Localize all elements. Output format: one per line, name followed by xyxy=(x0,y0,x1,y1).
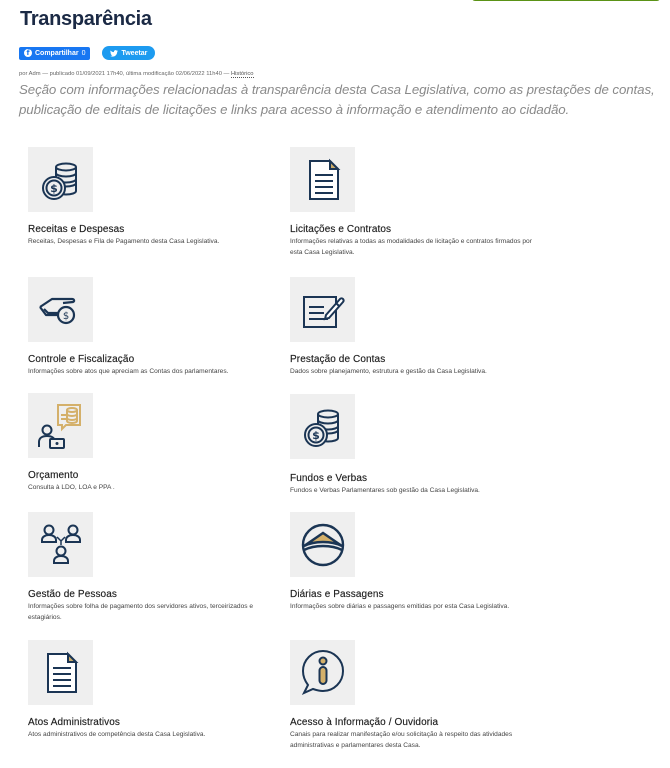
card-fundos-verbas xyxy=(290,394,550,497)
page-description: Seção com informações relacionadas à transparência desta Casa Legislativa, como as prestações de contas, publicação de editais de licitações e links para acesso à informação e atendimento ao cidadão. xyxy=(19,82,655,117)
card-description: Informações relativas a todas as modalidades de licitação e contratos firmados por esta Casa Legislativa. xyxy=(290,238,532,256)
card-diarias-passagens xyxy=(290,512,550,613)
card-description: Informações sobre folha de pagamento dos servidores ativos, terceirizados e estagiários. xyxy=(28,603,254,621)
byline-text: por Adm — publicado 01/09/2021 17h40, última modificação 02/06/2022 11h40 — xyxy=(19,71,231,77)
card-description: Dados sobre planejamento, estrutura e gestão da Casa Legislativa. xyxy=(290,368,487,375)
card-title[interactable]: Acesso à Informação / Ouvidoria xyxy=(290,717,439,728)
card-icon-link[interactable] xyxy=(290,640,355,705)
card-icon-link[interactable] xyxy=(290,512,355,577)
svg-text:$: $ xyxy=(49,181,58,195)
card-title[interactable]: Licitações e Contratos xyxy=(290,224,392,235)
card-title[interactable]: Fundos e Verbas xyxy=(290,473,368,484)
document-icon xyxy=(36,648,86,698)
top-green-bar[interactable] xyxy=(472,0,660,1)
card-title[interactable]: Atos Administrativos xyxy=(28,717,121,728)
card-description: Informações sobre atos que apreciam as Contas dos parlamentares. xyxy=(28,368,229,375)
facebook-share-count: 0 xyxy=(81,49,86,57)
svg-text:$: $ xyxy=(311,428,320,442)
card-licitacoes-contratos xyxy=(290,147,550,258)
coins-stack-icon xyxy=(298,402,348,452)
byline xyxy=(19,71,254,77)
card-icon-link[interactable] xyxy=(28,147,93,212)
card-description: Fundos e Verbas Parlamentares sob gestão da Casa Legislativa. xyxy=(290,487,480,494)
facebook-share-label: Compartilhar xyxy=(35,49,79,57)
twitter-tweet-button[interactable] xyxy=(102,46,155,60)
facebook-icon: f xyxy=(24,49,32,57)
card-icon-link[interactable] xyxy=(28,393,93,458)
card-icon-link[interactable] xyxy=(290,394,355,459)
share-buttons xyxy=(19,46,155,60)
card-icon-link[interactable] xyxy=(28,277,93,342)
card-description: Informações sobre diárias e passagens emitidas por esta Casa Legislativa. xyxy=(290,603,510,610)
card-receitas-despesas xyxy=(28,147,288,248)
card-icon-link[interactable] xyxy=(290,147,355,212)
person-laptop-coins-icon xyxy=(36,401,86,451)
page-title: Transparência xyxy=(20,8,152,30)
twitter-bird-icon xyxy=(110,50,118,57)
hand-coin-icon xyxy=(36,285,86,335)
facebook-share-button[interactable] xyxy=(19,47,90,60)
card-orcamento xyxy=(28,393,288,494)
document-pen-icon xyxy=(298,285,348,335)
card-title[interactable]: Diárias e Passagens xyxy=(290,589,384,600)
card-title[interactable]: Gestão de Pessoas xyxy=(28,589,117,600)
card-description: Canais para realizar manifestação e/ou solicitação à respeito das atividades administrativas e parlamentares desta Casa. xyxy=(290,731,513,749)
card-icon-link[interactable] xyxy=(28,640,93,705)
card-title[interactable]: Receitas e Despesas xyxy=(28,224,125,235)
card-description: Atos administrativos de competência desta Casa Legislativa. xyxy=(28,731,206,738)
card-title[interactable]: Prestação de Contas xyxy=(290,354,386,365)
card-description: Receitas, Despesas e Fila de Pagamento desta Casa Legislativa. xyxy=(28,238,220,245)
history-link[interactable]: Histórico xyxy=(230,71,254,77)
card-title[interactable]: Controle e Fiscalização xyxy=(28,354,135,365)
coins-stack-icon xyxy=(36,155,86,205)
document-icon xyxy=(298,155,348,205)
card-icon-link[interactable] xyxy=(290,277,355,342)
card-gestao-pessoas xyxy=(28,512,288,623)
card-prestacao-contas xyxy=(290,277,550,378)
emblem-circle-icon xyxy=(298,520,348,570)
people-network-icon xyxy=(36,520,86,570)
card-controle-fiscalizacao xyxy=(28,277,288,378)
card-acesso-informacao-ouvidoria xyxy=(290,640,550,751)
svg-text:$: $ xyxy=(62,310,69,322)
card-atos-administrativos xyxy=(28,640,288,741)
card-description: Consulta à LDO, LOA e PPA . xyxy=(28,484,115,491)
card-title[interactable]: Orçamento xyxy=(28,470,79,481)
info-speech-bubble-icon xyxy=(298,648,348,698)
card-icon-link[interactable] xyxy=(28,512,93,577)
twitter-tweet-label: Tweetar xyxy=(121,49,148,57)
